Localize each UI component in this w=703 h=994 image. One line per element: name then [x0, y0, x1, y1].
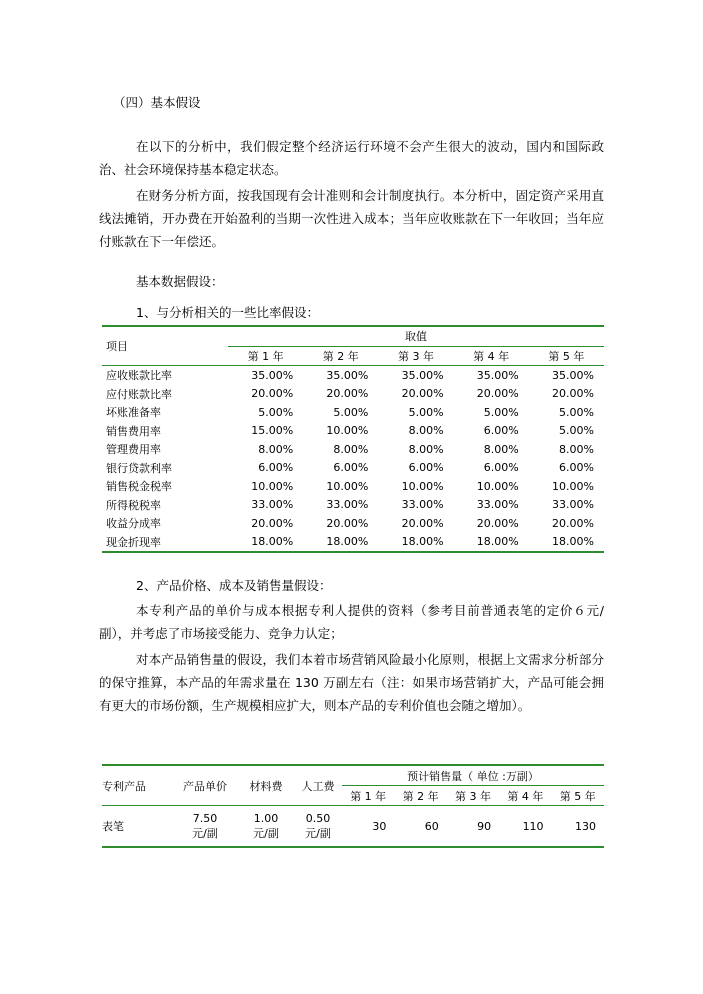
rates-row-value: 6.00%	[559, 461, 594, 475]
rates-row	[102, 514, 604, 533]
product-price-cell	[172, 806, 238, 848]
product-header-price: 产品单价	[183, 779, 227, 793]
rates-row-value: 6.00%	[408, 461, 444, 475]
product-year-header: 第 1 年	[350, 789, 387, 803]
rates-year-header: 第 2 年	[322, 349, 359, 363]
rates-row	[102, 477, 604, 496]
product-year-header: 第 4 年	[507, 789, 544, 803]
rates-body	[102, 366, 604, 553]
product-price-unit: 元/副	[192, 826, 218, 840]
rates-year-header: 第 5 年	[548, 349, 585, 363]
rates-row-value: 6.00%	[483, 461, 519, 475]
rates-row	[102, 403, 604, 422]
rates-row-value: 20.00%	[552, 387, 594, 401]
rates-row-value: 10.00%	[476, 479, 519, 493]
product-sales-cell: 60	[424, 819, 439, 833]
rates-row	[102, 366, 604, 385]
rates-row-value: 18.00%	[326, 535, 369, 549]
rates-row-value: 35.00%	[251, 368, 294, 382]
product-material-value: 1.00	[253, 811, 279, 825]
rates-row-value: 33.00%	[476, 498, 519, 512]
rates-row-value: 10.00%	[401, 479, 444, 493]
product-year-header: 第 3 年	[454, 789, 491, 803]
product-table	[102, 764, 604, 848]
rates-row-value: 6.00%	[483, 424, 519, 438]
rates-row-label: 销售税金税率	[106, 480, 172, 494]
product-header-labor: 人工费	[301, 779, 335, 793]
rates-row-value: 20.00%	[251, 387, 294, 401]
product-sales-cell: 130	[575, 819, 596, 833]
rates-row-label: 应付账款比率	[106, 387, 172, 401]
rates-row-value: 20.00%	[326, 516, 369, 530]
paragraph-price-assumption: 2、产品价格、成本及销售量假设：	[136, 578, 332, 593]
rates-header-value: 取值	[228, 326, 604, 346]
rates-row-value: 5.00%	[333, 405, 369, 419]
rates-row-value: 10.00%	[251, 479, 294, 493]
paragraph-basic-data: 基本数据假设：	[136, 274, 224, 289]
rates-row	[102, 385, 604, 404]
product-header-material: 材料费	[249, 779, 283, 793]
rates-row-value: 6.00%	[333, 461, 369, 475]
rates-row-value: 20.00%	[251, 516, 294, 530]
rates-row-label: 销售费用率	[106, 424, 161, 438]
rates-row-label: 所得税税率	[106, 498, 161, 512]
rates-row-value: 20.00%	[476, 387, 519, 401]
rates-row-value: 18.00%	[251, 535, 294, 549]
rates-row-value: 33.00%	[326, 498, 369, 512]
rates-row	[102, 496, 604, 515]
rates-row-label: 坏账准备率	[106, 406, 161, 420]
paragraph-financial-analysis: 在财务分析方面，按我国现有会计准则和会计制度执行。本分析中，固定资产采用直线法摊销，开办费在开始盈利的当期一次性进入成本；当年应收账款在下一年收回；当年应付账款在下一年偿还。	[99, 188, 604, 249]
rates-row-value: 20.00%	[476, 516, 519, 530]
product-name-cell: 表笔	[102, 820, 124, 833]
rates-row-value: 35.00%	[401, 368, 444, 382]
product-header-forecast: 预计销售量（ 单位 :万副）	[342, 765, 604, 786]
rates-year-header: 第 3 年	[397, 349, 434, 363]
rates-row-value: 8.00%	[483, 442, 519, 456]
intro-paragraphs	[99, 135, 604, 253]
rates-row	[102, 440, 604, 459]
product-price-value: 7.50	[192, 811, 218, 825]
product-sales-cell: 90	[477, 819, 492, 833]
rates-row	[102, 533, 604, 553]
paragraph-unit-price: 本专利产品的单价与成本根据专利人提供的资料（参考目前普通表笔的定价６元/副），并考虑了市场接受能力、竞争力认定；	[99, 603, 604, 641]
product-sales-cell: 110	[522, 819, 544, 833]
rates-row-value: 5.00%	[559, 405, 594, 419]
rates-row-value: 10.00%	[326, 424, 369, 438]
rates-row-value: 5.00%	[559, 424, 594, 438]
rates-row-value: 20.00%	[552, 516, 594, 530]
product-labor-value: 0.50	[305, 811, 331, 825]
rates-row-label: 现金折现率	[106, 535, 161, 549]
rates-row	[102, 459, 604, 478]
rates-row-value: 5.00%	[408, 405, 444, 419]
paragraph-economic-environment: 在以下的分析中，我们假定整个经济运行环境不会产生很大的波动，国内和国际政治、社会环境保持基本稳定状态。	[99, 139, 604, 177]
rates-row-value: 33.00%	[401, 498, 444, 512]
rates-row-value: 8.00%	[408, 424, 444, 438]
rates-row-value: 18.00%	[401, 535, 444, 549]
rates-row-value: 35.00%	[326, 368, 369, 382]
rates-year-header: 第 4 年	[473, 349, 510, 363]
rates-row	[102, 422, 604, 441]
product-sales-cell: 30	[372, 819, 387, 833]
rates-row-value: 6.00%	[258, 461, 294, 475]
paragraph-sales-volume: 对本产品销售量的假设，我们本着市场营销风险最小化原则，根据上文需求分析部分的保守推算，本产品的年需求量在 130 万副左右（注：如果市场营销扩大，产品可能会拥有更大的市场份额，生产规模相应扩大，则本产品的专利价值也会随之增加）。	[99, 652, 604, 713]
rates-row-value: 33.00%	[552, 498, 594, 512]
rates-row-value: 20.00%	[401, 387, 444, 401]
rates-row-label: 应收账款比率	[106, 369, 172, 383]
rates-row-value: 33.00%	[251, 498, 294, 512]
rates-row-value: 20.00%	[326, 387, 369, 401]
pricing-paragraphs	[99, 599, 604, 717]
rates-row-label: 管理费用率	[106, 443, 161, 457]
product-labor-cell	[294, 806, 342, 848]
paragraph-ratio-assumption: 1、与分析相关的一些比率假设：	[136, 305, 319, 320]
rates-row-value: 8.00%	[258, 442, 294, 456]
section-heading: （四）基本假设	[113, 95, 201, 110]
rates-row-value: 8.00%	[559, 442, 594, 456]
rates-row-value: 5.00%	[258, 405, 294, 419]
rates-row-value: 35.00%	[552, 368, 594, 382]
product-header-product: 专利产品	[102, 779, 146, 793]
rates-row-value: 35.00%	[476, 368, 519, 382]
product-labor-unit: 元/副	[305, 826, 331, 840]
rates-row-value: 8.00%	[333, 442, 369, 456]
rates-row-value: 20.00%	[401, 516, 444, 530]
rates-row-value: 15.00%	[251, 424, 294, 438]
rates-row-label: 收益分成率	[106, 517, 161, 531]
rates-row-value: 10.00%	[326, 479, 369, 493]
rates-year-header: 第 1 年	[247, 349, 284, 363]
rates-row-value: 5.00%	[483, 405, 519, 419]
rates-table	[102, 325, 604, 553]
rates-row-value: 10.00%	[552, 479, 594, 493]
rates-row-label: 银行贷款利率	[106, 461, 172, 475]
product-year-header: 第 5 年	[559, 789, 596, 803]
product-year-header: 第 2 年	[402, 789, 439, 803]
rates-header-item: 项目	[102, 326, 228, 366]
rates-row-value: 8.00%	[408, 442, 444, 456]
rates-row-value: 18.00%	[476, 535, 519, 549]
product-material-cell	[238, 806, 294, 848]
rates-row-value: 18.00%	[552, 535, 594, 549]
product-material-unit: 元/副	[253, 826, 279, 840]
